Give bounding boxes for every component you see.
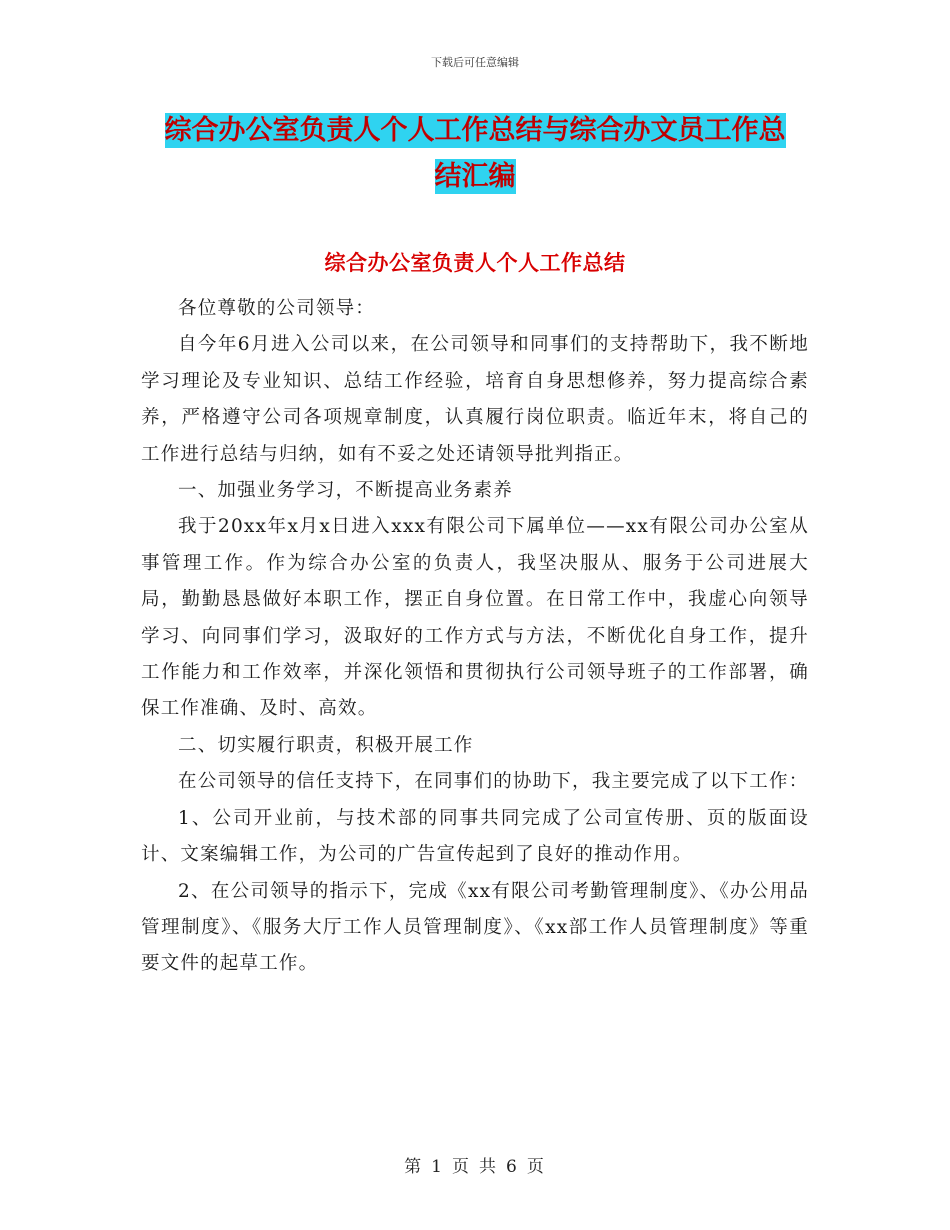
total-pages: 6 [506,1157,519,1177]
list-item: 2、在公司领导的指示下，完成《xx有限公司考勤管理制度》、《办公用品管理制度》、《服务大厅工作人员管理制度》、《xx部工作人员管理制度》等重要文件的起草工作。 [141,880,809,975]
paragraph: 我于20xx年x月x日进入xxx有限公司下属单位——xx有限公司办公室从事管理工作。作为综合办公室的负责人，我坚决服从、服务于公司进展大局，勤勤恳恳做好本职工作，摆正自身位置。在日常工作中，我虚心向领导学习、向同事们学习，汲取好的工作方式与方法，不断优化自身工作，提升工作能力和工作效率，并深化领悟和贯彻执行公司领导班子的工作部署，确保工作准确、及时、高效。 [141,516,809,720]
paragraph: 在公司领导的信任支持下，在同事们的协助下，我主要完成了以下工作： [178,771,809,793]
page-footer [0,1152,950,1177]
list-item: 1、公司开业前，与技术部的同事共同完成了公司宣传册、页的版面设计、文案编辑工作，为公司的广告宣传起到了良好的推动作用。 [141,807,809,866]
footer-prefix: 第 [404,1157,424,1177]
document-title [140,108,810,200]
section-title: 综合办公室负责人个人工作总结 [324,251,626,275]
document-body [141,291,809,983]
page-number: 1 [431,1157,444,1177]
header-note: 下载后可任意编辑 [431,56,519,69]
salutation: 各位尊敬的公司领导： [178,298,376,319]
footer-mid1: 页 [452,1157,471,1177]
paragraph: 自今年6月进入公司以来，在公司领导和同事们的支持帮助下，我不断地学习理论及专业知识、总结工作经验，培育自身思想修养，努力提高综合素养，严格遵守公司各项规章制度，认真履行岗位职责。临近年末，将自己的工作进行总结与归纳，如有不妥之处还请领导批判指正。 [141,334,809,465]
title-line-2: 结汇编 [434,161,516,192]
footer-mid2: 共 [479,1157,498,1177]
section-heading: 二、切实履行职责，积极开展工作 [178,734,474,756]
section-heading: 一、加强业务学习，不断提高业务素养 [178,480,513,502]
footer-suffix: 页 [526,1157,546,1177]
title-line-1: 综合办公室负责人个人工作总结与综合办文员工作总 [164,115,786,146]
